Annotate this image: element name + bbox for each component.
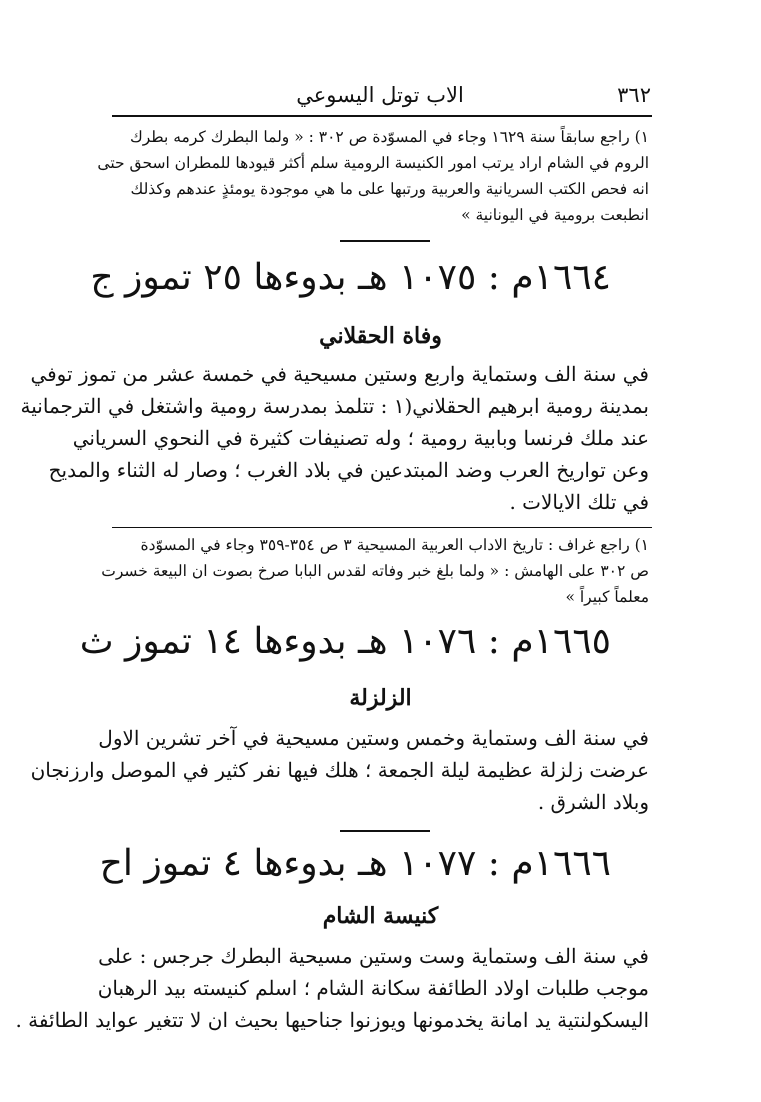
footnote-rule	[112, 527, 652, 528]
section-title: كنيسة الشام	[322, 903, 439, 929]
footnote-1-line: الروم في الشام اراد يرتب امور الكنيسة الرومية سلم أكثر قيودها للمطران اسحق حتى	[97, 154, 649, 172]
body-line: عند ملك فرنسا وبابية رومية ؛ وله تصنيفات كثيرة في النحوي السرياني	[72, 426, 649, 450]
footnote-2-line: ص ٣٠٢ على الهامش : « ولما بلغ خبر وفاته لقدس البابا صرخ بصوت ان البيعة خسرت	[101, 562, 649, 580]
section-divider	[340, 830, 430, 832]
footnote-1-line: انه فحص الكتب السريانية والعربية ورتبها على ما هي موجودة يومئذٍ عندهم وكذلك	[130, 180, 649, 198]
year-headline: ١٦٦٤م : ١٠٧٥ هـ بدوءها ٢٥ تموز ج	[90, 257, 611, 298]
body-line: اليسكولنتية يد امانة يخدمونها ويوزنوا جناحيها بحيث ان لا تتغير عوايد الطائفة .	[15, 1008, 649, 1032]
body-line: وعن تواريخ العرب وضد المبتدعين في بلاد الغرب ؛ وصار له الثناء والمديح	[48, 458, 649, 482]
body-line: موجب طلبات اولاد الطائفة سكانة الشام ؛ اسلم كنيسته بيد الرهبان	[97, 976, 649, 1000]
section-title: الزلزلة	[349, 685, 412, 711]
footnote-2-line: ١) راجع غراف : تاريخ الاداب العربية المسيحية ٣ ص ٣٥٤-٣٥٩ وجاء في المسوّدة	[140, 536, 649, 554]
footnote-1-line: ١) راجع سابقاً سنة ١٦٢٩ وجاء في المسوّدة ص ٣٠٢ : « ولما البطرك كرمه بطرك	[129, 128, 649, 146]
footnote-2-line: معلماً كبيراً »	[565, 588, 649, 606]
section-divider	[340, 240, 430, 242]
body-line: بمدينة رومية ابرهيم الحقلاني(١ : تتلمذ بمدرسة رومية واشتغل في الترجمانية	[20, 394, 649, 418]
body-line: في تلك الايالات .	[509, 490, 649, 514]
body-line: في سنة الف وستماية وست وستين مسيحية البطرك جرجس : على	[98, 944, 649, 968]
footnote-1-line: انطبعت برومية في اليونانية »	[461, 206, 649, 224]
body-line: وبلاد الشرق .	[537, 790, 649, 814]
running-title: الاب توتل اليسوعي	[296, 83, 464, 107]
body-line: في سنة الف وستماية وخمس وستين مسيحية في آخر تشرين الاول	[98, 726, 649, 750]
section-title: وفاة الحقلاني	[319, 323, 442, 349]
body-line: في سنة الف وستماية واربع وستين مسيحية في خمسة عشر من تموز توفي	[30, 362, 649, 386]
body-line: عرضت زلزلة عظيمة ليلة الجمعة ؛ هلك فيها نفر كثير في الموصل وارزنجان	[30, 758, 649, 782]
year-headline: ١٦٦٦م : ١٠٧٧ هـ بدوءها ٤ تموز اح	[99, 843, 611, 884]
page-number: ٣٦٢	[617, 83, 651, 107]
year-headline: ١٦٦٥م : ١٠٧٦ هـ بدوءها ١٤ تموز ث	[79, 621, 611, 662]
header-rule	[112, 115, 652, 117]
